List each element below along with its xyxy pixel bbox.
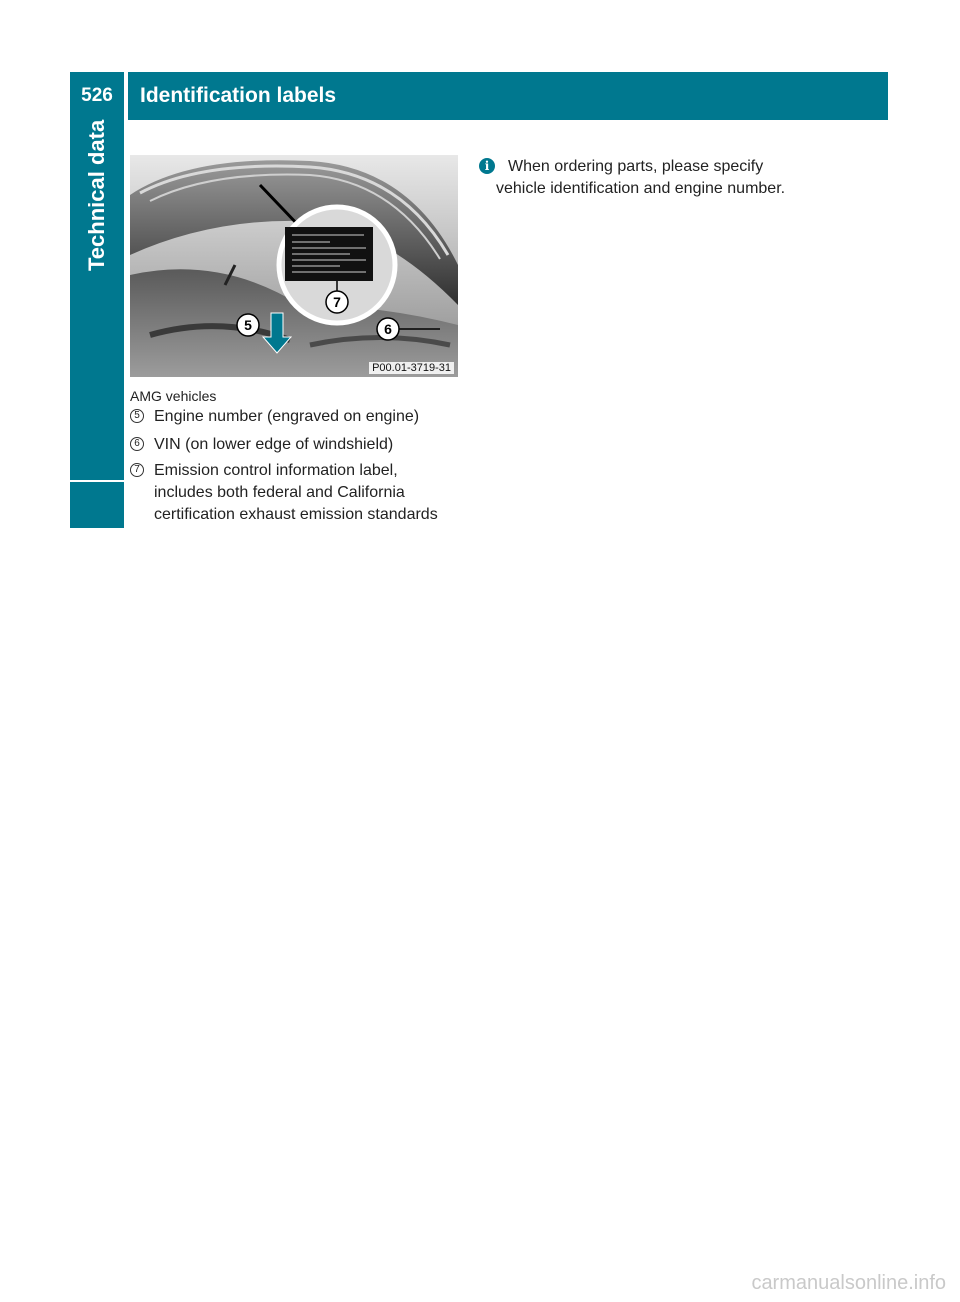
legend-item-7: [130, 460, 460, 526]
engine-bay-photo: [130, 155, 458, 377]
callout-7: [326, 291, 348, 313]
svg-text:7: 7: [333, 294, 341, 310]
callout-number: 5: [130, 409, 144, 423]
info-line-1: When ordering parts, please specify: [508, 158, 764, 175]
watermark: carmanualsonline.info: [751, 1272, 946, 1294]
info-note: [496, 156, 826, 200]
engine-bay-illustration: [130, 155, 458, 377]
legend-text: Engine number (engraved on engine): [154, 408, 420, 425]
svg-text:6: 6: [384, 321, 392, 337]
page-number: 526: [70, 72, 124, 120]
legend-text: VIN (on lower edge of windshield): [154, 436, 394, 453]
page-title: Identification labels: [128, 72, 888, 120]
legend-item-6: [130, 434, 460, 456]
legend-text: Emission control information label, includes both federal and California certification exhaust emission standards: [154, 462, 438, 523]
svg-text:5: 5: [244, 317, 252, 333]
side-tab-marker: [70, 482, 124, 528]
callout-number: 7: [130, 463, 144, 477]
callout-5: [237, 314, 259, 336]
figure-code: P00.01-3719-31: [369, 362, 454, 374]
info-icon: i: [479, 158, 495, 174]
legend-item-5: [130, 406, 460, 428]
callout-number: 6: [130, 437, 144, 451]
figure-caption: AMG vehicles: [130, 388, 217, 404]
side-tab-label: Technical data: [84, 120, 109, 272]
info-line-2: vehicle identification and engine number.: [496, 180, 786, 197]
